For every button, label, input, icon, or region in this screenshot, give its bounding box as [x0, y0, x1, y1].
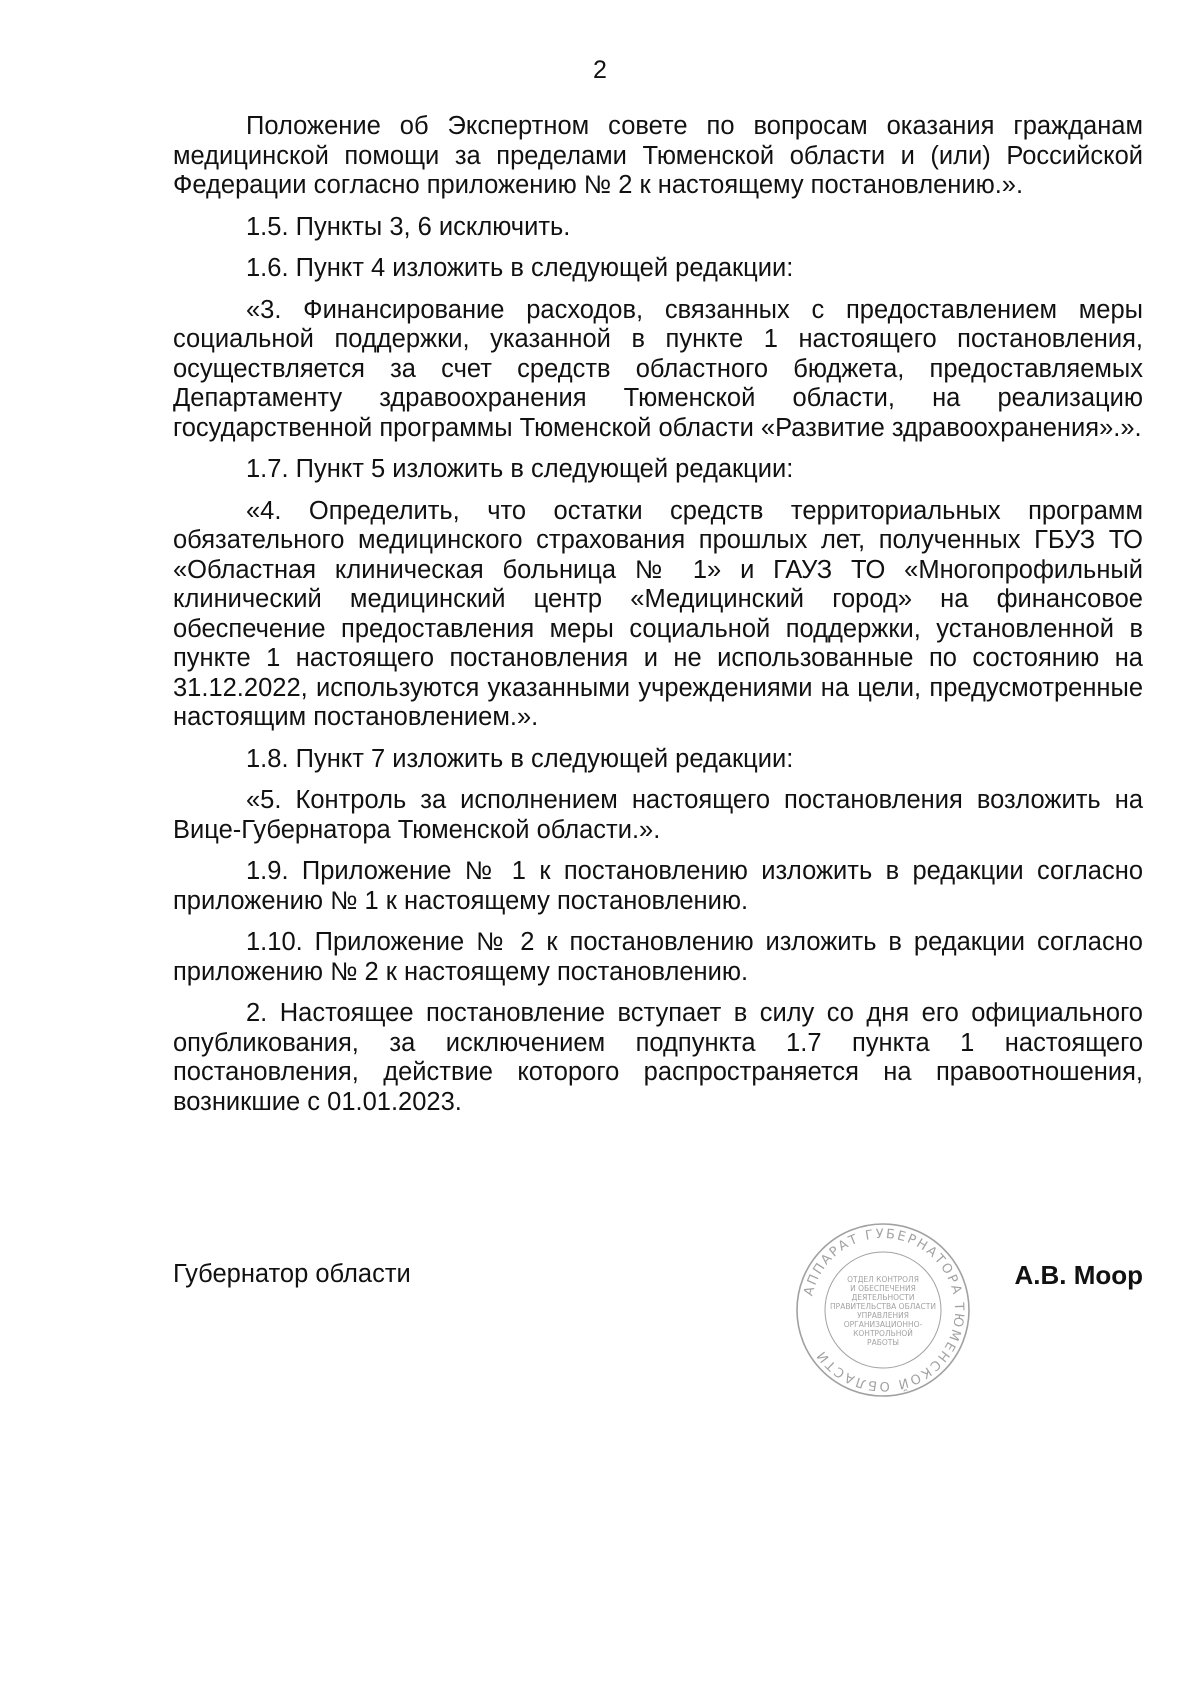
seal-inner-line: И ОБЕСПЕЧЕНИЯ	[850, 1284, 916, 1293]
seal-inner-text	[830, 1275, 936, 1347]
paragraph: «3. Финансирование расходов, связанных с предоставлением меры социальной поддержки, указанной в пункте 1 настоящего постановления, осуществляется за счет средств областного бюджета, предоставляемых Департаменту здравоохранения Тюменской области, на реализацию государственной программы Тюменской области «Развитие здравоохранения».».	[173, 295, 1143, 442]
paragraph: 1.6. Пункт 4 изложить в следующей редакции:	[246, 254, 794, 282]
page-number: 2	[593, 56, 607, 84]
paragraph: «4. Определить, что остатки средств территориальных программ обязательного медицинского страхования прошлых лет, полученных ГБУЗ ТО «Областная клиническая больница № 1» и ГАУЗ ТО «Многопрофильный клинический медицинский центр «Медицинский город» на финансовое обеспечение предоставления меры социальной поддержки, установленной в пункте 1 настоящего постановления и не использованные по состоянию на 31.12.2022, используются указанными учреждениями на цели, предусмотренные настоящим постановлением.».	[173, 496, 1143, 731]
paragraph: 1.5. Пункты 3, 6 исключить.	[246, 212, 571, 241]
paragraph: 1.10. Приложение № 2 к постановлению изложить в редакции согласно приложению № 2 к настоящему постановлению.	[173, 928, 1143, 986]
seal-inner-line: РАБОТЫ	[867, 1338, 899, 1347]
seal-inner-line: ПРАВИТЕЛЬСТВА ОБЛАСТИ	[830, 1302, 936, 1311]
document-body	[173, 112, 1143, 1129]
seal-inner-line: УПРАВЛЕНИЯ	[857, 1311, 909, 1320]
seal-inner-line: ОТДЕЛ КОНТРОЛЯ	[847, 1275, 919, 1284]
paragraph: «5. Контроль за исполнением настоящего постановления возложить на Вице-Губернатора Тюменской области.».	[173, 786, 1143, 844]
official-seal-stamp	[793, 1220, 973, 1400]
paragraph: 2. Настоящее постановление вступает в силу со дня его официального опубликования, за исключением подпункта 1.7 пункта 1 настоящего постановления, действие которого распространяется на правоотношения, возникшие с 01.01.2023.	[173, 999, 1143, 1116]
signature-block	[173, 1220, 1143, 1420]
paragraph: 1.8. Пункт 7 изложить в следующей редакции:	[246, 744, 794, 773]
paragraph: Положение об Экспертном совете по вопросам оказания гражданам медицинской помощи за пределами Тюменской области и (или) Российской Федерации согласно приложению № 2 к настоящему постановлению.».	[173, 112, 1143, 199]
paragraph: 1.7. Пункт 5 изложить в следующей редакции:	[246, 455, 794, 483]
seal-inner-line: ДЕЯТЕЛЬНОСТИ	[851, 1293, 915, 1302]
paragraph: 1.9. Приложение № 1 к постановлению изложить в редакции согласно приложению № 1 к настоящему постановлению.	[173, 857, 1143, 915]
seal-outer-text: АППАРАТ ГУБЕРНАТОРА ТЮМЕНСКОЙ ОБЛАСТИ	[801, 1226, 967, 1394]
signatory-title: Губернатор области	[173, 1260, 411, 1288]
seal-inner-line: ОРГАНИЗАЦИОННО-	[843, 1320, 923, 1329]
signatory-name: А.В. Моор	[1014, 1260, 1143, 1290]
seal-inner-line: КОНТРОЛЬНОЙ	[853, 1329, 913, 1338]
